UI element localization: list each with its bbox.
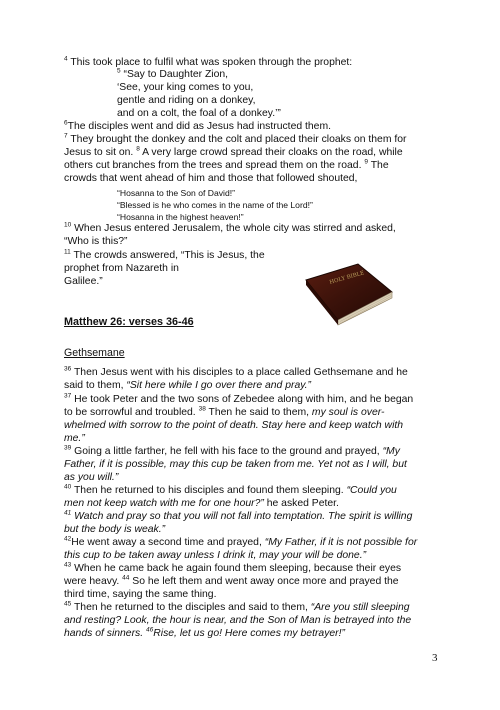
verse-41-line-1: $^{41}$ Watch and pray so that you will not fall into temptation. The spirit is willing (64, 509, 413, 522)
verse-37-38-line: to be sorrowful and troubled. $^{38}$ Then he said to them, my soul is over- (64, 405, 385, 418)
verse-40-line-2: men not keep watch with me for one hour?” he asked Peter. (64, 498, 339, 509)
verse-45-line-1: $^{45}$ Then he returned to the disciples and said to them, “Are you still sleeping (64, 600, 410, 613)
verse-9-shout-1: “Hosanna to the Son of David!” (117, 188, 235, 198)
verse-39-line-2: Father, if it is possible, may this cup be taken from me. Yet not as I will, but (64, 459, 407, 470)
holy-bible-image (300, 262, 396, 326)
verse-45-line-2: and resting? Look, the hour is near, and the Son of Man is betrayed into the (64, 615, 412, 626)
subtitle: Gethsemane (64, 347, 125, 359)
verse-42-line-2: this cup to be taken away unless I drink it, may your will be done.” (64, 550, 367, 561)
verse-5-line-4: and on a colt, the foal of a donkey.’” (117, 108, 281, 119)
verse-10-line-1: $^{10}$ When Jesus entered Jerusalem, the whole city was stirred and asked, (64, 221, 396, 234)
verse-7-line-1: $^7$ They brought the donkey and the colt and placed their cloaks on them for (64, 132, 407, 145)
verse-39-line-1: $^{39}$ Going a little farther, he fell with his face to the ground and prayed, “My (64, 444, 400, 457)
verse-5-line-1: $^5$ “Say to Daughter Zion, (117, 67, 229, 80)
verse-7-8-line: Jesus to sit on. $^8$ A very large crowd spread their cloaks on the road, while (64, 145, 403, 158)
verse-37-line-1: $^{37}$ He took Peter and the two sons of Zebedee along with him, and he began (64, 392, 414, 405)
verse-40-line-1: $^{40}$ Then he returned to his disciples and found them sleeping. “Could you (64, 483, 397, 496)
bible-cover-text: HOLY BIBLE (328, 270, 366, 286)
page-number: 3 (432, 652, 438, 664)
verse-9-shout-2: “Blessed is he who comes in the name of the Lord!” (117, 200, 313, 210)
verse-10-line-2: “Who is this?” (64, 236, 128, 247)
verse-4: $^4$ This took place to fulfil what was spoken through the prophet: (64, 55, 353, 68)
verse-44-line-2: third time, saying the same thing. (64, 589, 217, 600)
verse-6: $^6$The disciples went and did as Jesus had instructed them. (64, 119, 331, 132)
verse-5-line-3: gentle and riding on a donkey, (117, 95, 256, 106)
verse-11-line-3: Galilee.” (64, 276, 103, 287)
verse-9-shout-3: “Hosanna in the highest heaven!” (117, 212, 244, 222)
verse-8-9-line: others cut branches from the trees and spread them on the road. $^9$ The (64, 158, 389, 171)
verse-39-line-3: as you will.” (64, 472, 119, 483)
verse-11-line-2: prophet from Nazareth in (64, 263, 179, 274)
verse-43-44-line: were heavy. $^{44}$ So he left them and went away once more and prayed the (64, 574, 399, 587)
verse-9-line: crowds that went ahead of him and those that followed shouted, (64, 173, 358, 184)
verse-43-line-1: $^{43}$ When he came back he again found them sleeping, because their eyes (64, 561, 402, 574)
verse-38-line-2: whelmed with sorrow to the point of death. Stay here and keep watch with (64, 420, 404, 431)
verse-36-line-2: said to them, “Sit here while I go over there and pray.” (64, 380, 311, 391)
verse-42-line-1: $^{42}$He went away a second time and prayed, “My Father, if it is not possible for (64, 535, 418, 548)
verse-5-line-2: ‘See, your king comes to you, (117, 82, 254, 93)
verse-11-line-1: $^{11}$ The crowds answered, “This is Jesus, the (64, 248, 265, 261)
verse-36-line-1: $^{36}$ Then Jesus went with his disciples to a place called Gethsemane and he (64, 365, 408, 378)
verse-45-46-line: hands of sinners. $^{46}$Rise, let us go! Here comes my betrayer!” (64, 626, 345, 639)
verse-38-line-3: me.” (64, 433, 85, 444)
section-title: Matthew 26: verses 36-46 (64, 316, 194, 328)
verse-41-line-2: but the body is weak.” (64, 524, 166, 535)
